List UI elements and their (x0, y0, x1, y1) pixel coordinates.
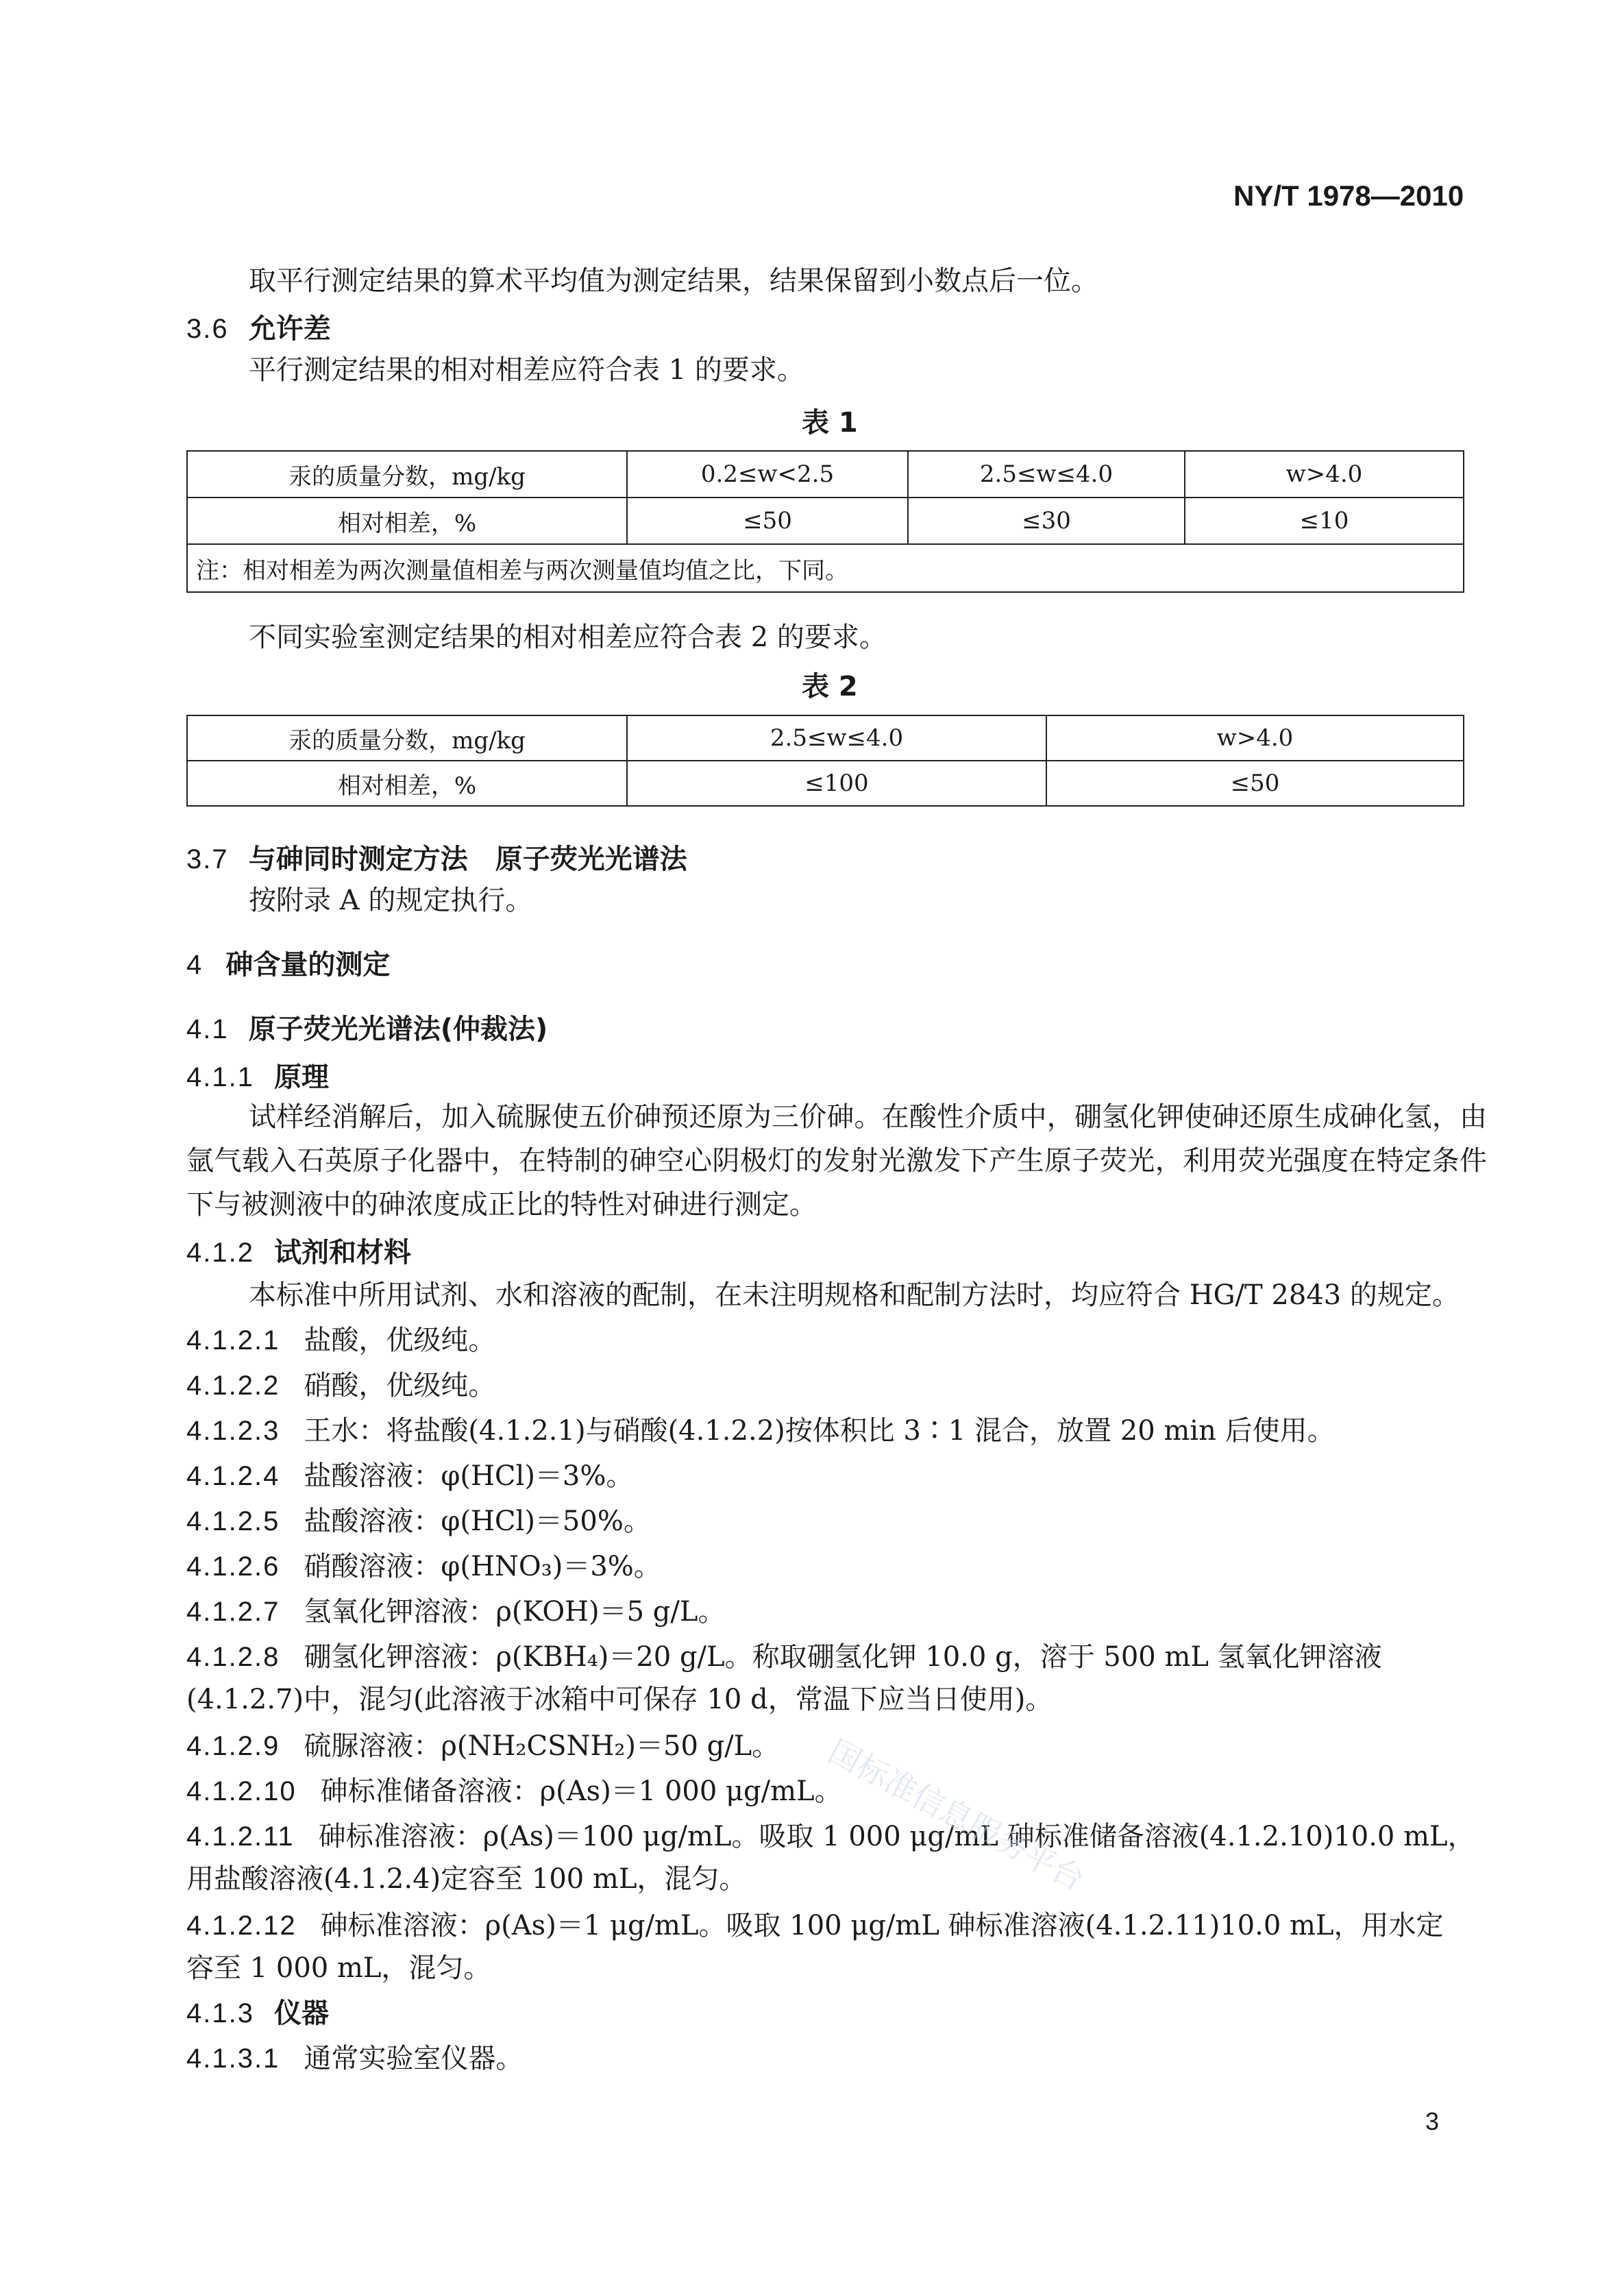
table-cell: 2.5≤w≤4.0 (908, 451, 1185, 498)
item-continuation: (4.1.2.7)中，混匀(此溶液于冰箱中可保存 10 d，常温下应当日使用)。 (186, 1684, 1053, 1715)
section-number: 4.1.3 (186, 1998, 254, 2028)
paragraph: 不同实验室测定结果的相对相差应符合表 2 的要求。 (249, 622, 887, 653)
item-number: 4.1.2.12 (186, 1911, 297, 1941)
item-number: 4.1.2.7 (186, 1597, 280, 1627)
paragraph: 取平行测定结果的算术平均值为测定结果，结果保留到小数点后一位。 (249, 265, 1098, 297)
section-title: 与砷同时测定方法 原子荧光光谱法 (248, 844, 687, 875)
item-number: 4.1.2.6 (186, 1551, 280, 1582)
table-cell: 相对相差，% (187, 761, 627, 806)
section-heading-4-1-3 (186, 1991, 329, 2031)
table1-caption: 表 1 (802, 407, 858, 439)
item-number: 4.1.2.8 (186, 1642, 280, 1672)
table-cell: 0.2≤w<2.5 (627, 451, 908, 498)
section-heading-4 (186, 943, 390, 982)
standard-code: NY/T 1978—2010 (1233, 180, 1464, 212)
section-number: 4 (186, 950, 204, 980)
list-item (186, 1904, 1443, 1943)
table-note: 注：相对相差为两次测量值相差与两次测量值均值之比，下同。 (187, 544, 1464, 592)
paragraph: 按附录 A 的规定执行。 (249, 885, 533, 916)
item-text: 通常实验室仪器。 (304, 2043, 524, 2074)
table1 (186, 450, 1464, 593)
item-text: 盐酸溶液：φ(HCl)＝3%。 (304, 1460, 634, 1492)
item-text: 盐酸溶液：φ(HCl)＝50%。 (304, 1506, 651, 1537)
item-number: 4.1.2.11 (186, 1821, 295, 1852)
list-item (186, 1590, 725, 1629)
item-continuation: 容至 1 000 mL，混匀。 (186, 1952, 491, 1984)
list-item (186, 1815, 1475, 1854)
list-item (186, 1454, 633, 1493)
table-cell: ≤50 (1046, 761, 1464, 806)
item-text: 硫脲溶液：ρ(NH₂CSNH₂)＝50 g/L。 (304, 1730, 780, 1762)
section-heading-4-1-2 (186, 1231, 411, 1270)
item-continuation: 用盐酸溶液(4.1.2.4)定容至 100 mL，混匀。 (186, 1863, 747, 1895)
watermark: 国标准信息服务平台 (822, 1732, 1091, 1898)
item-text: 硝酸溶液：φ(HNO₃)＝3%。 (304, 1551, 661, 1582)
item-number: 4.1.2.10 (186, 1776, 297, 1806)
table-row (187, 761, 1464, 806)
list-item (186, 1499, 651, 1538)
item-text: 盐酸，优级纯。 (304, 1325, 496, 1356)
table-cell: ≤50 (627, 498, 908, 544)
page-number: 3 (1425, 2107, 1440, 2135)
item-text: 硼氢化钾溶液：ρ(KBH₄)＝20 g/L。称取硼氢化钾 10.0 g，溶于 500 mL 氢氧化钾溶液 (304, 1641, 1382, 1673)
section-heading-3-7 (186, 837, 687, 876)
section-number: 4.1 (186, 1014, 229, 1044)
table2-caption: 表 2 (802, 671, 858, 702)
paragraph: 试样经消解后，加入硫脲使五价砷预还原为三价砷。在酸性介质中，硼氢化钾使砷还原生成砷化氢，由氩气载入石英原子化器中，在特制的砷空心阴极灯的发射光激发下产生原子荧光，利用荧光强度在特定条件下与被测液中的砷浓度成正比的特性对砷进行测定。 (186, 1101, 1487, 1220)
section-number: 4.1.2 (186, 1238, 254, 1268)
item-text: 王水：将盐酸(4.1.2.1)与硝酸(4.1.2.2)按体积比 3∶1 混合，放置 20 min 后使用。 (304, 1415, 1335, 1447)
item-number: 4.1.2.1 (186, 1325, 280, 1355)
section-heading-3-6 (186, 307, 331, 346)
table-cell: 相对相差，% (187, 498, 627, 544)
item-number: 4.1.2.2 (186, 1371, 280, 1401)
item-text: 氢氧化钾溶液：ρ(KOH)＝5 g/L。 (304, 1596, 726, 1628)
list-item (186, 1318, 495, 1358)
section-title: 试剂和材料 (274, 1237, 412, 1268)
table-cell: w>4.0 (1185, 451, 1464, 498)
table-cell: 2.5≤w≤4.0 (627, 715, 1046, 761)
table-row (187, 498, 1464, 544)
item-text: 砷标准储备溶液：ρ(As)＝1 000 μg/mL。 (320, 1776, 842, 1807)
item-number: 4.1.3.1 (186, 2044, 280, 2074)
paragraph: 本标准中所用试剂、水和溶液的配制，在未注明规格和配制方法时，均应符合 HG/T 2843 的规定。 (249, 1279, 1460, 1311)
table-cell: 汞的质量分数，mg/kg (187, 451, 627, 498)
table2 (186, 715, 1464, 807)
item-number: 4.1.2.3 (186, 1416, 280, 1446)
list-item (186, 1409, 1335, 1448)
table-cell: ≤100 (627, 761, 1046, 806)
list-item (186, 2037, 523, 2076)
section-number: 3.6 (186, 314, 229, 344)
table-cell: ≤10 (1185, 498, 1464, 544)
section-heading-4-1-1 (186, 1055, 329, 1094)
item-number: 4.1.2.5 (186, 1506, 280, 1536)
list-item (186, 1635, 1382, 1674)
section-heading-4-1 (186, 1007, 548, 1046)
section-title: 允许差 (248, 313, 331, 345)
section-title: 仪器 (274, 1998, 330, 2029)
list-item (186, 1724, 779, 1763)
section-title: 砷含量的测定 (225, 949, 391, 981)
table-row (187, 544, 1464, 592)
table-cell: w>4.0 (1046, 715, 1464, 761)
item-text: 砷标准溶液：ρ(As)＝100 μg/mL。吸取 1 000 μg/mL 砷标准储备溶液(4.1.2.10)10.0 mL， (318, 1821, 1475, 1852)
item-text: 砷标准溶液：ρ(As)＝1 μg/mL。吸取 100 μg/mL 砷标准溶液(4.1.2.11)10.0 mL，用水定 (320, 1910, 1444, 1941)
list-item (186, 1545, 661, 1584)
list-item (186, 1769, 842, 1808)
section-title: 原理 (274, 1062, 330, 1093)
section-title: 原子荧光光谱法(仲裁法) (248, 1014, 548, 1045)
table-row (187, 715, 1464, 761)
list-item (186, 1364, 495, 1403)
paragraph: 平行测定结果的相对相差应符合表 1 的要求。 (249, 354, 804, 386)
table-cell: 汞的质量分数，mg/kg (187, 715, 627, 761)
table-cell: ≤30 (908, 498, 1185, 544)
section-number: 4.1.1 (186, 1062, 254, 1092)
item-number: 4.1.2.4 (186, 1461, 280, 1491)
item-text: 硝酸，优级纯。 (304, 1370, 496, 1401)
table-row (187, 451, 1464, 498)
item-number: 4.1.2.9 (186, 1731, 280, 1761)
section-number: 3.7 (186, 844, 229, 874)
